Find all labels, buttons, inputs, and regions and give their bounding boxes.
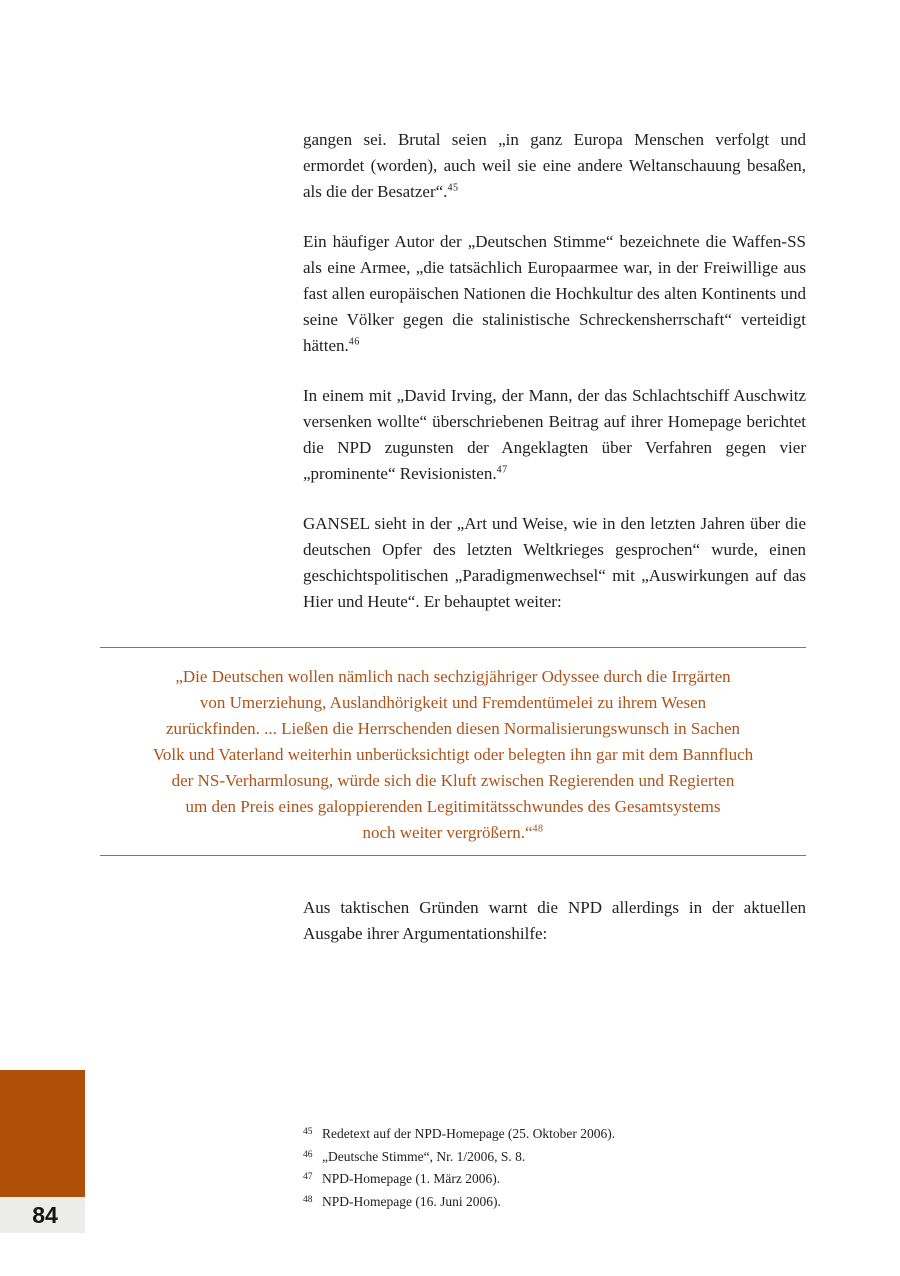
footnotes-section [303,1124,806,1214]
quote-line: Volk und Vaterland weiterhin unberücksichtigt oder belegten ihn gar mit dem Bannfluch [152,745,754,764]
footnote-number: 47 [303,1172,313,1182]
footnote-text: „Deutsche Stimme“, Nr. 1/2006, S. 8. [322,1148,526,1164]
chapter-color-block [0,1070,85,1197]
body-paragraph [303,127,806,205]
quote-line: von Umerziehung, Auslandhörigkeit und Fremdentümelei zu ihrem Wesen [199,693,707,712]
quote-line: der NS-Verharmlosung, würde sich die Kluft zwischen Regierenden und Regierten [171,771,735,790]
footnote-item [303,1124,806,1147]
body-paragraph [303,229,806,359]
footnote-text: NPD-Homepage (1. März 2006). [322,1171,501,1186]
paragraph-text: GANSEL sieht in der „Art und Weise, wie in den letzten Jahren über die deutschen Opfer des letzten Weltkrieges gesprochen“ wurde, einen geschichtspolitischen „Paradigmenwechsel“ mit „Auswirkungen auf das Hier und Heute“. Er behauptet weiter: [303,514,806,611]
paragraph-text: Aus taktischen Gründen warnt die NPD allerdings in der aktuellen Ausgabe ihrer Argumentationshilfe: [303,898,806,943]
page-number-strip [0,1197,85,1233]
footnote-text: NPD-Homepage (16. Juni 2006). [322,1193,501,1209]
page-number: 84 [32,1201,58,1228]
footnote-number: 48 [303,1194,313,1205]
pull-quote-block [100,647,806,856]
closing-paragraph-section [303,895,806,947]
paragraph-text: In einem mit „David Irving, der Mann, der das Schlachtschiff Auschwitz versenken wollte“ überschriebenen Beitrag auf ihrer Homepage berichtet die NPD zugunsten der Angeklagten über Verfahren gegen vier „prominente“ Revisionisten. [303,386,806,483]
body-paragraph [303,383,806,487]
quote-line: um den Preis eines galoppierenden Legitimitätsschwundes des Gesamtsystems [185,797,721,816]
paragraph-text: Ein häufiger Autor der „Deutschen Stimme“ bezeichnete die Waffen-SS als eine Armee, „die tatsächlich Europaarmee war, in der Freiwillige aus fast allen europäischen Nationen die Hochkultur des alten Kontinents und seine Völker gegen die stalinistische Schreckensherrschaft“ verteidigt hätten. [303,232,806,355]
quote-lines [100,664,806,820]
quote-line: zurückfinden. ... Ließen die Herrschenden diesen Normalisierungswunsch in Sachen [165,719,741,738]
footnote-ref-48: 48 [532,823,544,835]
footnote-ref-46: 46 [348,336,360,348]
footnote-ref-47: 47 [496,464,508,476]
footnote-item [303,1147,806,1170]
paragraph-text: gangen sei. Brutal seien „in ganz Europa Menschen verfolgt und ermordet (worden), auch weil sie eine andere Weltanschauung besaßen, als die der Besatzer“. [303,130,806,201]
footnote-item [303,1169,806,1192]
body-paragraph [303,511,806,615]
quote-line-text: noch weiter vergrößern.“ [362,823,533,842]
footnote-text: Redetext auf der NPD-Homepage (25. Oktober 2006). [322,1126,616,1141]
footnote-ref-45: 45 [447,182,459,194]
footnote-number: 45 [303,1127,313,1137]
quote-line: „Die Deutschen wollen nämlich nach sechzigjähriger Odyssee durch die Irrgärten [175,667,731,686]
quote-last-line [100,820,806,846]
body-text-column [303,127,806,639]
body-paragraph [303,895,806,947]
footnote-number: 46 [303,1149,313,1160]
footnote-item [303,1192,806,1215]
